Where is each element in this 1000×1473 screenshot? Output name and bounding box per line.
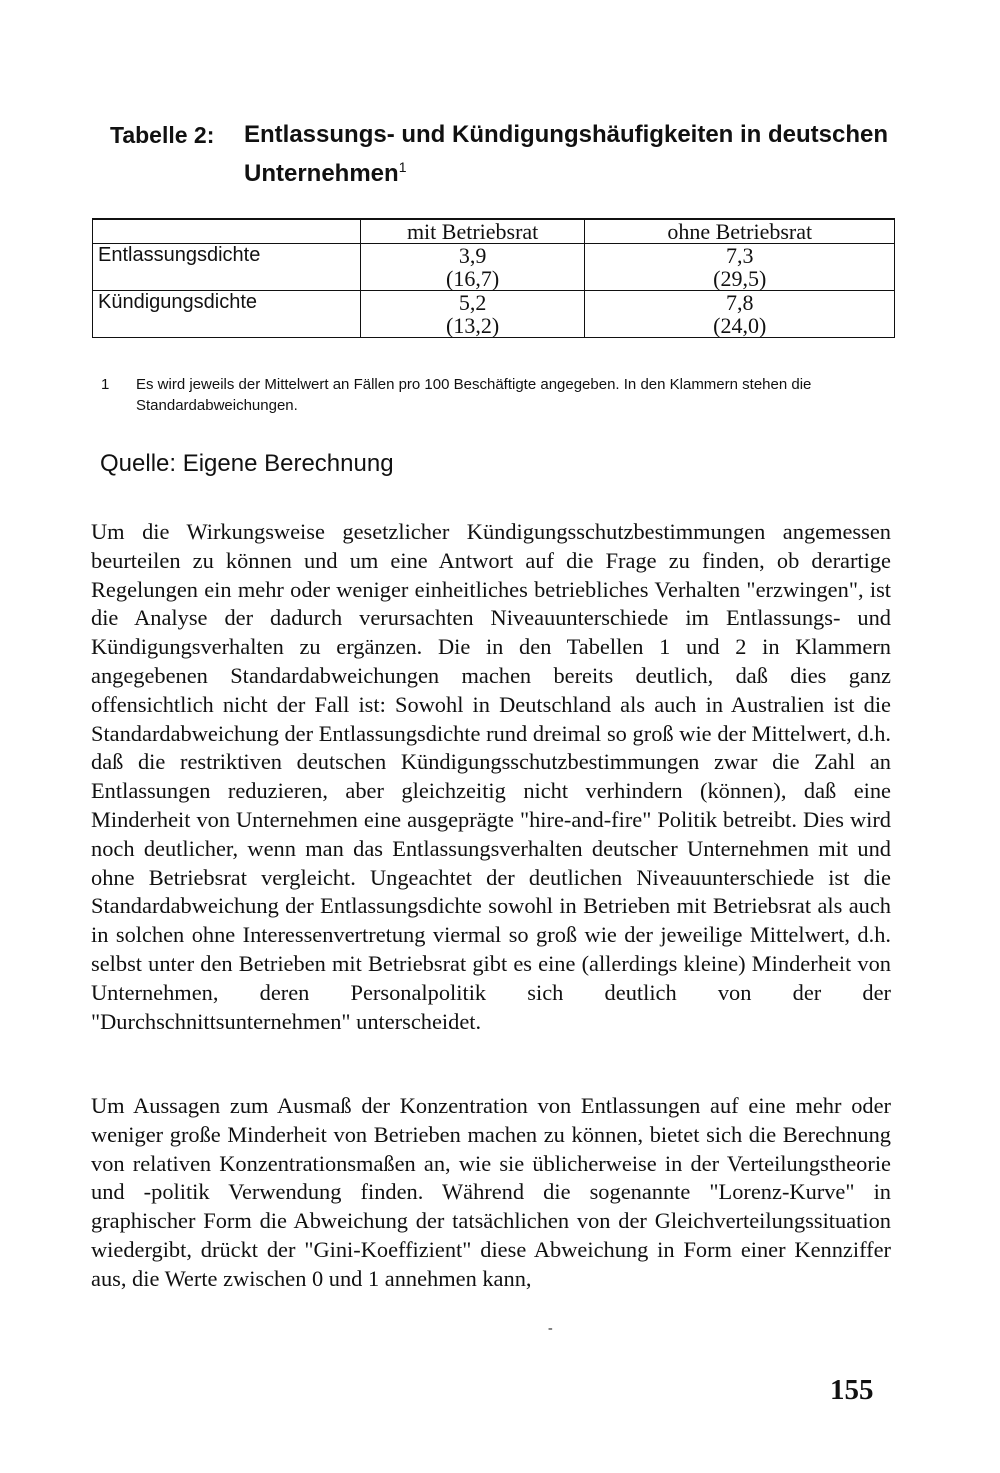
footnote-text: Es wird jeweils der Mittelwert an Fällen pro 100 Beschäftigte angegeben. In den Klammern stehen die Standardabweichungen. — [136, 376, 812, 414]
footnote — [101, 374, 901, 416]
page-number: 155 — [830, 1374, 874, 1406]
caption-label: Tabelle 2: — [110, 122, 215, 148]
cell-sd: (13,2) — [446, 313, 500, 338]
cell-mean: 7,3 — [725, 243, 754, 268]
cell-mean: 7,8 — [725, 290, 754, 315]
header-mit-betriebsrat: mit Betriebsrat — [360, 219, 585, 244]
cell-sd: (24,0) — [713, 313, 767, 338]
caption-title — [244, 118, 904, 190]
table-cell — [360, 244, 585, 291]
table-row — [93, 244, 895, 291]
cell-mean: 3,9 — [458, 243, 487, 268]
row-label: Entlassungsdichte — [93, 244, 361, 291]
header-cell-empty — [93, 219, 361, 244]
data-table — [92, 218, 895, 338]
footnote-ref: 1 — [398, 159, 407, 175]
body-paragraph: Um Aussagen zum Ausmaß der Konzentration von Entlassungen auf eine mehr oder weniger große Minderheit von Betrieben machen zu können, bietet sich die Berechnung von relativen Konzentrationsmaßen an, wie sie üblicherweise in der Verteilungstheorie und -politik Verwendung finden. Während die sogenannte "Lorenz-Kurve" in graphischer Form die Abweichung der tatsächlichen von der Gleichverteilungssituation wiedergibt, drückt der "Gini-Koeffizient" diese Abweichung in Form einer Kennziffer aus, die Werte zwischen 0 und 1 annehmen kann, — [91, 1093, 891, 1291]
table-cell — [360, 291, 585, 338]
table-cell — [585, 244, 895, 291]
caption-title-text: Entlassungs- und Kündigungshäufigkeiten in deutschen Unternehmen — [244, 121, 889, 187]
row-label: Kündigungsdichte — [93, 291, 361, 338]
body-paragraph: Um die Wirkungsweise gesetzlicher Kündigungsschutzbestimmungen angemessen beurteilen zu können und um eine Antwort auf die Frage zu finden, ob derartige Regelungen ein mehr oder weniger einheitliches betriebliches Verhalten "erzwingen", ist die Analyse der dadurch verursachten Niveauunterschiede im Entlassungs- und Kündigungsverhalten zu ergänzen. Die in den Tabellen 1 und 2 in Klammern angegebenen Standardabweichungen machen bereits deutlich, daß dies ganz offensichtlich nicht der Fall ist: Sowohl in Deutschland als auch in Australien ist die Standardabweichung der Entlassungsdichte rund dreimal so groß wie der Mittelwert, d.h. daß die restriktiven deutschen Kündigungsschutzbestimmungen zwar die Zahl an Entlassungen reduzieren, aber gleichzeitig nicht verhindern (können), daß eine Minderheit von Unternehmen eine ausgeprägte "hire-and-fire" Politik betreibt. Dies wird noch deutlicher, wenn man das Entlassungsverhalten deutscher Unternehmen mit und ohne Betriebsrat vergleicht. Ungeachtet der deutlichen Niveauunterschiede ist die Standardabweichung der Entlassungsdichte sowohl in Betrieben mit Betriebsrat als auch in solchen ohne Interessenvertretung viermal so groß wie der jeweilige Mittelwert, d.h. selbst unter den Betrieben mit Betriebsrat gibt es eine (allerdings kleine) Minderheit von Unternehmen, deren Personalpolitik sich deutlich von der der "Durchschnittsunternehmen" unterscheidet. — [91, 519, 891, 1034]
table-header-row — [93, 219, 895, 244]
cell-sd: (16,7) — [446, 266, 500, 291]
header-ohne-betriebsrat: ohne Betriebsrat — [585, 219, 895, 244]
page-mark: - — [548, 1321, 553, 1336]
table-row — [93, 291, 895, 338]
cell-mean: 5,2 — [458, 290, 487, 315]
table-cell — [585, 291, 895, 338]
cell-sd: (29,5) — [713, 266, 767, 291]
footnote-mark: 1 — [101, 376, 110, 393]
source-line: Quelle: Eigene Berechnung — [100, 450, 394, 477]
